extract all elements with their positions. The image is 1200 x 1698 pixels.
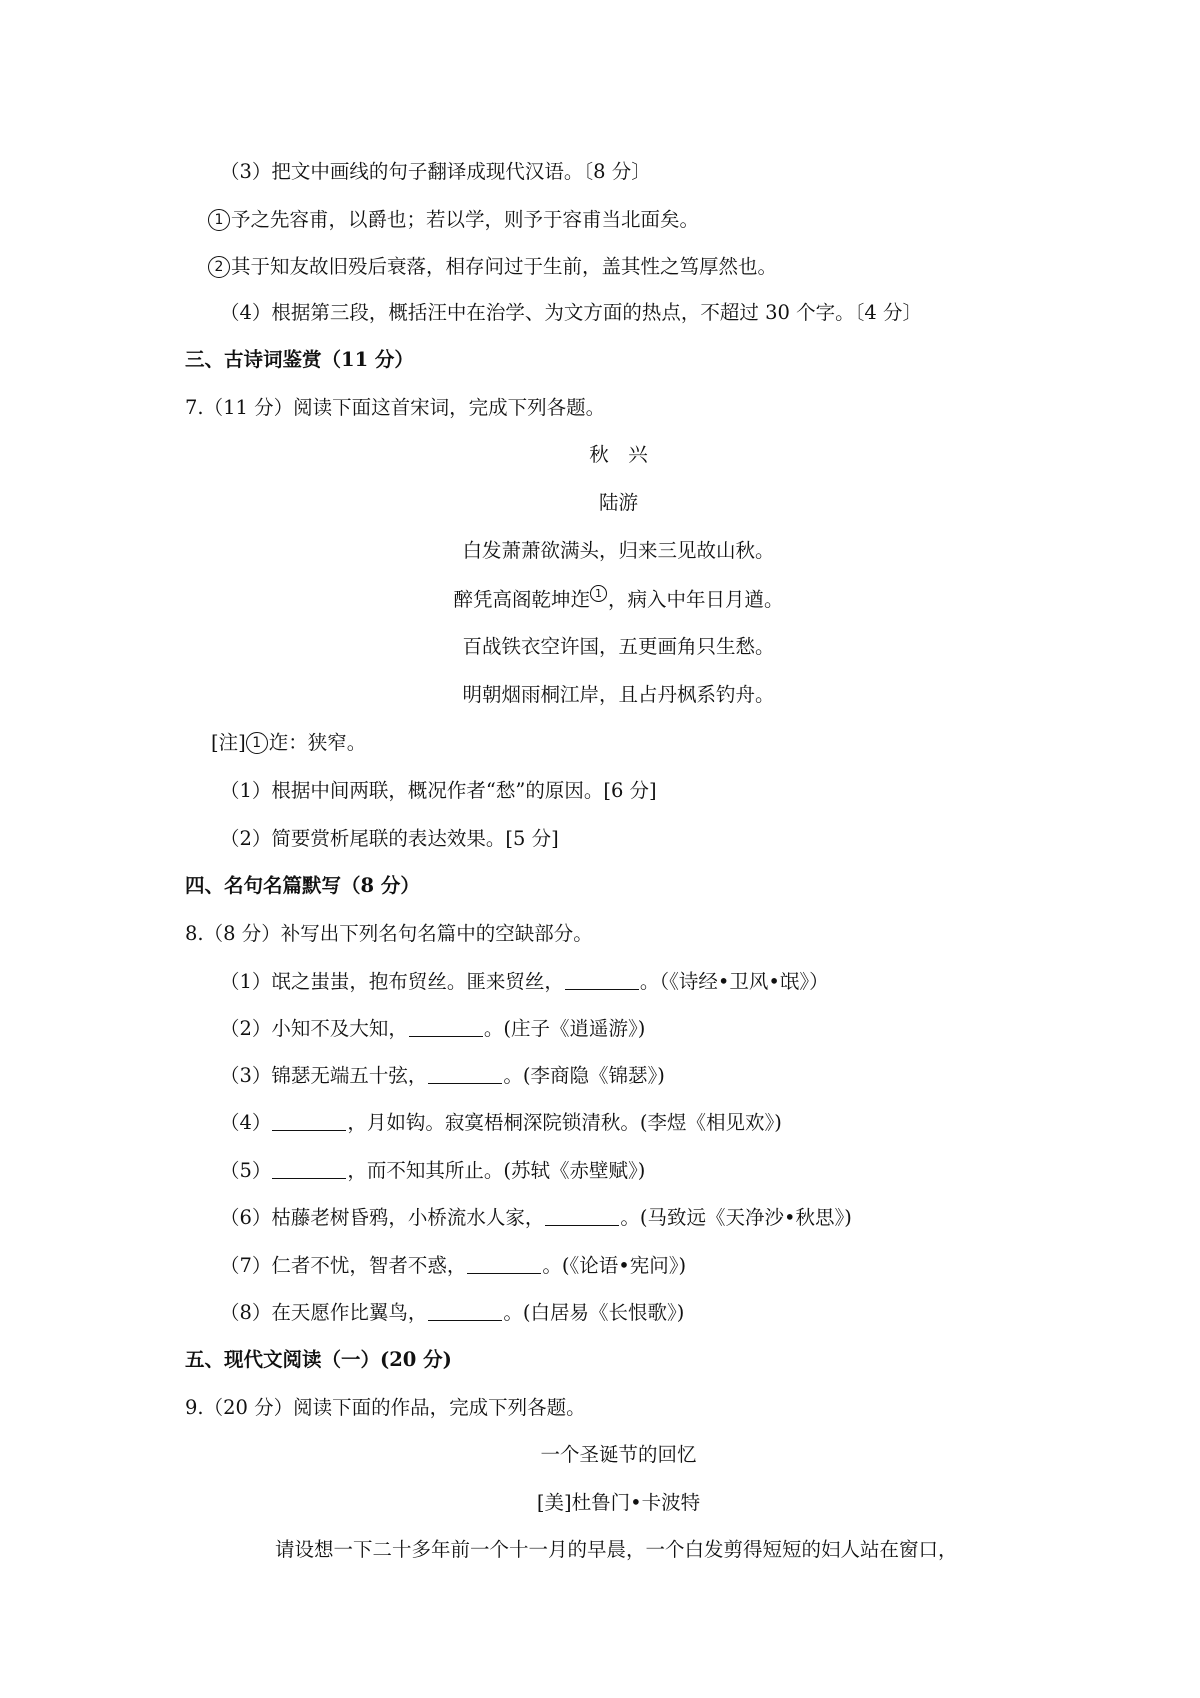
poem-line-3: 百战铁衣空许国，五更画角只生愁。 xyxy=(462,635,775,658)
poem-note xyxy=(211,729,366,757)
fill-item-6 xyxy=(220,1204,852,1232)
q6-sentence-1-text: 予之先容甫，以爵也；若以学，则予于容甫当北面矣。 xyxy=(231,208,700,231)
story-first-line: 请设想一下二十多年前一个十一月的早晨，一个白发剪得短短的妇人站在窗口， xyxy=(275,1538,958,1561)
q8-intro: 8.（8 分）补写出下列名句名篇中的空缺部分。 xyxy=(185,922,593,945)
answer-blank xyxy=(467,1255,541,1274)
poem-line-2-part-a: 醉凭高阁乾坤迮 xyxy=(453,588,590,611)
fill-item-source: 。(李商隐《锦瑟》) xyxy=(503,1064,665,1087)
q6-sub3: （3）把文中画线的句子翻译成现代汉语。〔8 分〕 xyxy=(220,160,651,183)
answer-blank xyxy=(545,1207,619,1226)
story-title: 一个圣诞节的回忆 xyxy=(540,1443,697,1466)
poem-line-2-part-b: ，病入中年日月遒。 xyxy=(608,588,784,611)
footnote-marker-1: 1 xyxy=(590,585,607,602)
fill-item-7 xyxy=(220,1252,686,1280)
fill-item-text: （2）小知不及大知， xyxy=(220,1017,408,1040)
q9-intro: 9.（20 分）阅读下面的作品，完成下列各题。 xyxy=(185,1396,586,1419)
fill-item-source: 。(白居易《长恨歌》) xyxy=(503,1301,685,1324)
story-author: [美]杜鲁门•卡波特 xyxy=(536,1491,701,1514)
poem-note-prefix: [注] xyxy=(211,731,246,754)
poem-line-1: 白发萧萧欲满头，归来三见故山秋。 xyxy=(462,539,775,562)
poem-author: 陆游 xyxy=(598,491,638,514)
q6-sub4: （4）根据第三段，概括汪中在治学、为文方面的热点，不超过 30 个字。〔4 分〕 xyxy=(220,301,922,324)
answer-blank xyxy=(565,971,639,990)
fill-item-text: （3）锦瑟无端五十弦， xyxy=(220,1064,428,1087)
fill-item-3 xyxy=(220,1062,665,1090)
fill-item-text: （6）枯藤老树昏鸦，小桥流水人家， xyxy=(220,1206,545,1229)
q6-sentence-2-text: 其于知友故旧殁后衰落，相存问过于生前，盖其性之笃厚然也。 xyxy=(231,255,778,278)
fill-item-source: 。(庄子《逍遥游》) xyxy=(483,1017,646,1040)
poem-title: 秋 兴 xyxy=(589,443,648,466)
section-4-heading: 四、名句名篇默写（8 分） xyxy=(185,874,420,897)
fill-item-source: ，月如钩。寂寞梧桐深院锁清秋。(李煜《相见欢》) xyxy=(347,1111,782,1134)
fill-item-source: 。（《诗经•卫风•氓》） xyxy=(639,970,829,993)
section-3-heading: 三、古诗词鉴赏（11 分） xyxy=(185,348,414,371)
q7-sub2: （2）简要赏析尾联的表达效果。[5 分] xyxy=(220,827,559,850)
answer-blank xyxy=(428,1065,502,1084)
circled-number-2: 2 xyxy=(208,256,230,278)
section-5-heading: 五、现代文阅读（一）(20 分) xyxy=(185,1348,452,1371)
fill-item-text: （1）氓之蚩蚩，抱布贸丝。匪来贸丝， xyxy=(220,970,564,993)
circled-number-1: 1 xyxy=(246,732,268,754)
poem-line-2 xyxy=(0,585,1200,613)
answer-blank xyxy=(272,1112,346,1131)
poem-note-text: 迮：狭窄。 xyxy=(268,731,367,754)
circled-number-1: 1 xyxy=(208,209,230,231)
poem-line-4: 明朝烟雨桐江岸，且占丹枫系钓舟。 xyxy=(462,683,775,706)
answer-blank xyxy=(272,1160,346,1179)
q6-sentence-2 xyxy=(208,253,777,281)
answer-blank xyxy=(428,1302,502,1321)
fill-item-text: （5） xyxy=(220,1159,272,1182)
fill-item-5 xyxy=(220,1157,645,1185)
fill-item-1 xyxy=(220,968,829,996)
q6-sentence-1 xyxy=(208,206,699,234)
fill-item-2 xyxy=(220,1015,645,1043)
fill-item-source: 。(《论语•宪问》) xyxy=(542,1254,687,1277)
fill-item-source: ，而不知其所止。(苏轼《赤壁赋》) xyxy=(347,1159,646,1182)
fill-item-source: 。(马致远《天净沙•秋思》) xyxy=(620,1206,852,1229)
fill-item-text: （7）仁者不忧，智者不惑， xyxy=(220,1254,467,1277)
fill-item-8 xyxy=(220,1299,684,1327)
q7-sub1: （1）根据中间两联，概况作者“愁”的原因。[6 分] xyxy=(220,779,657,802)
answer-blank xyxy=(409,1018,483,1037)
q7-intro: 7.（11 分）阅读下面这首宋词，完成下列各题。 xyxy=(185,396,606,419)
fill-item-text: （4） xyxy=(220,1111,272,1134)
fill-item-4 xyxy=(220,1109,782,1137)
fill-item-text: （8）在天愿作比翼鸟， xyxy=(220,1301,428,1324)
